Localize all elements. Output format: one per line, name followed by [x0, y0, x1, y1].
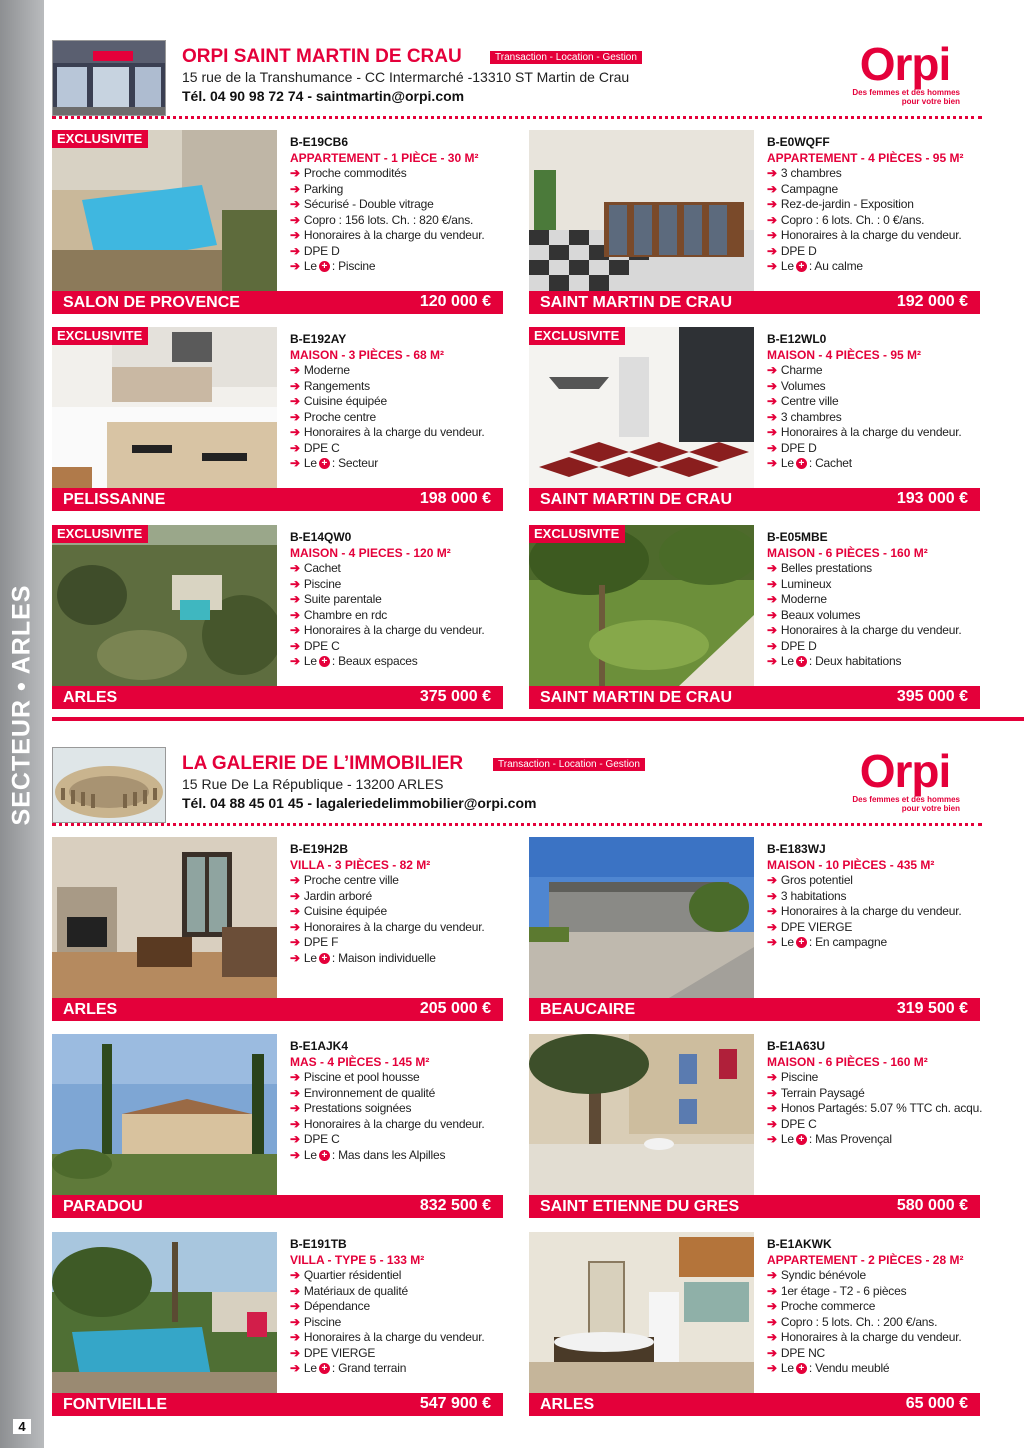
feature: ➔ 3 chambres	[767, 409, 842, 424]
listing-city: ARLES	[540, 1396, 595, 1413]
agency-address: 15 Rue De La République - 13200 ARLES	[182, 776, 444, 792]
arrow-icon: ➔	[290, 919, 300, 934]
listing-footer-bar	[529, 291, 980, 314]
arrow-icon: ➔	[767, 607, 777, 622]
listing-card[interactable]	[529, 130, 980, 314]
listing-photo-dining	[529, 130, 754, 291]
arrow-icon: ➔	[767, 1345, 777, 1360]
arrow-icon: ➔	[290, 378, 300, 393]
feature: ➔ Piscine	[767, 1070, 819, 1084]
exclusivity-badge: EXCLUSIVITE	[529, 525, 625, 543]
arrow-icon: ➔	[767, 919, 777, 934]
listing-ref: B-E1AJK4	[290, 1039, 349, 1053]
listing-photo-pool	[52, 130, 277, 291]
arrow-icon: ➔	[290, 623, 300, 637]
arrow-icon: ➔	[290, 1299, 300, 1313]
listing-ref: B-E191TB	[290, 1237, 347, 1251]
arrow-icon: ➔	[767, 228, 777, 242]
feature: ➔ Honoraires à la charge du vendeur.	[290, 228, 485, 242]
listing-ref: B-E183WJ	[767, 842, 826, 856]
agency-storefront-photo	[52, 40, 166, 116]
arrow-icon: ➔	[767, 409, 777, 424]
listing-ref: B-E0WQFF	[767, 135, 830, 149]
listing-info	[767, 842, 980, 951]
listing-info	[767, 135, 980, 275]
listing-type: MAISON - 6 PIÈCES - 160 M²	[767, 546, 928, 560]
orpi-logo	[850, 747, 960, 813]
arrow-icon: ➔	[767, 873, 777, 887]
listing-info	[290, 842, 503, 966]
feature: ➔ Jardin arboré	[290, 888, 372, 903]
listing-photo-provencal	[529, 1034, 754, 1195]
listing-card[interactable]	[52, 525, 503, 709]
feature: ➔ Honoraires à la charge du vendeur.	[290, 425, 485, 439]
highlight-feature: ➔ Le + : Au calme	[767, 259, 863, 273]
arrow-icon: ➔	[290, 1085, 300, 1100]
listing-type: APPARTEMENT - 2 PIÈCES - 28 M²	[767, 1253, 964, 1267]
feature: ➔ Moderne	[767, 592, 827, 606]
listing-type: APPARTEMENT - 1 PIÈCE - 30 M²	[290, 151, 479, 165]
arrow-icon: ➔	[767, 1314, 777, 1329]
exclusivity-badge: EXCLUSIVITE	[52, 525, 148, 543]
feature: ➔ 3 chambres	[767, 166, 842, 180]
logo-slogan-1: Des femmes et des hommes	[852, 795, 960, 804]
feature: ➔ Honoraires à la charge du vendeur.	[290, 623, 485, 637]
listing-ref: B-E1AKWK	[767, 1237, 832, 1251]
feature: ➔ Proche commodités	[290, 166, 407, 180]
feature: ➔ Quartier résidentiel	[290, 1268, 402, 1282]
agency-header-saint-martin	[52, 40, 982, 122]
feature: ➔ Lumineux	[767, 576, 832, 591]
feature: ➔ Centre ville	[767, 394, 839, 408]
listing-footer-bar	[529, 686, 980, 709]
highlight-feature: ➔ Le + : En campagne	[767, 935, 887, 949]
arrow-icon: ➔	[767, 363, 777, 377]
arrow-icon: ➔	[290, 950, 300, 965]
feature: ➔ DPE D	[767, 638, 817, 653]
listing-footer-bar	[529, 1393, 980, 1416]
listing-card[interactable]	[52, 327, 503, 511]
feature: ➔ Suite parentale	[290, 592, 382, 606]
arrow-icon: ➔	[290, 1283, 300, 1298]
listing-price: 832 500 €	[419, 1197, 491, 1214]
arrow-icon: ➔	[767, 259, 777, 273]
listing-city: SAINT MARTIN DE CRAU	[540, 491, 732, 508]
highlight-feature: ➔ Le + : Secteur	[290, 456, 379, 470]
exclusivity-badge: EXCLUSIVITE	[529, 327, 625, 345]
plus-icon: +	[319, 656, 330, 667]
arrow-icon: ➔	[290, 440, 300, 455]
listing-type: MAISON - 3 PIÈCES - 68 M²	[290, 348, 445, 362]
feature: ➔ Honoraires à la charge du vendeur.	[290, 1330, 485, 1344]
listing-photo-mas	[52, 1034, 277, 1195]
plus-icon: +	[796, 261, 807, 272]
arrow-icon: ➔	[767, 1283, 777, 1298]
arrow-icon: ➔	[767, 197, 777, 211]
arrow-icon: ➔	[290, 561, 300, 575]
highlight-feature: ➔ Le + : Beaux espaces	[290, 654, 418, 668]
listing-price: 547 900 €	[419, 1395, 491, 1412]
feature: ➔ Chambre en rdc	[290, 607, 388, 622]
exclusivity-badge: EXCLUSIVITE	[52, 130, 148, 148]
agency-arena-photo	[52, 747, 166, 823]
listing-price: 205 000 €	[419, 1000, 491, 1017]
feature: ➔ DPE C	[290, 440, 340, 455]
arrow-icon: ➔	[767, 561, 777, 575]
listing-ref: B-E14QW0	[290, 530, 352, 544]
arrow-icon: ➔	[767, 1361, 777, 1375]
arrow-icon: ➔	[290, 935, 300, 949]
listing-card[interactable]	[529, 525, 980, 709]
listing-info	[767, 332, 980, 472]
feature: ➔ 3 habitations	[767, 888, 847, 903]
listing-info	[290, 332, 503, 472]
listing-info	[290, 1237, 503, 1377]
agency-services-tag: Transaction - Location - Gestion	[490, 51, 642, 64]
arrow-icon: ➔	[767, 1085, 777, 1100]
listing-type: MAISON - 6 PIÈCES - 160 M²	[767, 1055, 928, 1069]
feature: ➔ Syndic bénévole	[767, 1268, 866, 1282]
arrow-icon: ➔	[290, 1330, 300, 1344]
highlight-feature: ➔ Le + : Deux habitations	[767, 654, 902, 668]
listing-info	[290, 530, 503, 670]
highlight-feature: ➔ Le + : Mas dans les Alpilles	[290, 1147, 446, 1162]
listing-photo-farm	[529, 837, 754, 998]
feature: ➔ DPE VIERGE	[767, 919, 853, 934]
listing-city: SAINT MARTIN DE CRAU	[540, 689, 732, 706]
listing-type: MAS - 4 PIÈCES - 145 M²	[290, 1055, 430, 1069]
plus-icon: +	[796, 656, 807, 667]
arrow-icon: ➔	[767, 904, 777, 918]
arrow-icon: ➔	[290, 197, 300, 211]
feature: ➔ Copro : 6 lots. Ch. : 0 €/ans.	[767, 212, 925, 227]
listing-type: VILLA - TYPE 5 - 133 M²	[290, 1253, 425, 1267]
arrow-icon: ➔	[767, 394, 777, 408]
feature: ➔ Piscine et pool housse	[290, 1070, 420, 1084]
arrow-icon: ➔	[767, 440, 777, 455]
plus-icon: +	[319, 953, 330, 964]
feature: ➔ Beaux volumes	[767, 607, 861, 622]
feature: ➔ Honoraires à la charge du vendeur.	[290, 919, 485, 934]
listing-card[interactable]	[52, 130, 503, 314]
agency-name: LA GALERIE DE L’IMMOBILIER	[182, 753, 464, 774]
listing-info	[290, 135, 503, 275]
plus-icon: +	[319, 458, 330, 469]
page-number-box	[0, 1418, 44, 1436]
arrow-icon: ➔	[767, 638, 777, 653]
arrow-icon: ➔	[290, 1361, 300, 1375]
arrow-icon: ➔	[290, 654, 300, 668]
feature: ➔ Dépendance	[290, 1299, 370, 1313]
arrow-icon: ➔	[290, 212, 300, 227]
arrow-icon: ➔	[290, 873, 300, 887]
arrow-icon: ➔	[290, 1345, 300, 1360]
listing-footer-bar	[52, 488, 503, 511]
listing-city: ARLES	[63, 1001, 118, 1018]
listing-ref: B-E19CB6	[290, 135, 349, 149]
listing-ref: B-E05MBE	[767, 530, 828, 544]
listing-card[interactable]	[529, 1232, 980, 1416]
logo-slogan-2: pour votre bien	[901, 804, 960, 813]
listing-info	[290, 1039, 503, 1163]
listing-footer-bar	[52, 998, 503, 1021]
listing-footer-bar	[52, 686, 503, 709]
listing-type: MAISON - 10 PIÈCES - 435 M²	[767, 858, 935, 872]
feature: ➔ Sécurisé - Double vitrage	[290, 197, 434, 211]
listing-info	[767, 1039, 983, 1148]
arrow-icon: ➔	[290, 592, 300, 606]
listing-price: 193 000 €	[896, 490, 968, 507]
arrow-icon: ➔	[767, 1070, 777, 1084]
feature: ➔ Cachet	[290, 561, 341, 575]
highlight-feature: ➔ Le + : Maison individuelle	[290, 950, 436, 965]
listing-price: 395 000 €	[896, 688, 968, 705]
arrow-icon: ➔	[767, 888, 777, 903]
feature: ➔ Charme	[767, 363, 823, 377]
listing-info	[767, 530, 980, 670]
listing-city: FONTVIEILLE	[63, 1396, 167, 1413]
agency-address: 15 rue de la Transhumance - CC Intermarché -13310 ST Martin de Crau	[182, 69, 630, 85]
feature: ➔ Parking	[290, 181, 344, 196]
arrow-icon: ➔	[290, 1101, 300, 1115]
arrow-icon: ➔	[290, 1268, 300, 1282]
arrow-icon: ➔	[290, 259, 300, 273]
arrow-icon: ➔	[767, 1330, 777, 1344]
feature: ➔ Honoraires à la charge du vendeur.	[767, 425, 962, 439]
listing-city: PARADOU	[63, 1198, 143, 1215]
sector-label: SECTEUR • ARLES	[7, 584, 36, 826]
arrow-icon: ➔	[767, 243, 777, 258]
highlight-feature: ➔ Le + : Mas Provençal	[767, 1132, 892, 1146]
feature: ➔ Proche commerce	[767, 1299, 876, 1313]
listing-footer-bar	[529, 998, 980, 1021]
feature: ➔ Volumes	[767, 378, 826, 393]
listing-price: 580 000 €	[896, 1197, 968, 1214]
feature: ➔ Rangements	[290, 378, 370, 393]
agency-services-tag: Transaction - Location - Gestion	[493, 758, 645, 771]
arrow-icon: ➔	[767, 623, 777, 637]
listing-type: MAISON - 4 PIECES - 120 M²	[290, 546, 451, 560]
listing-footer-bar	[52, 1393, 503, 1416]
sidebar	[0, 0, 44, 1448]
listing-card[interactable]	[529, 837, 980, 1021]
arrow-icon: ➔	[767, 1101, 777, 1115]
feature: ➔ Honoraires à la charge du vendeur.	[767, 1330, 962, 1344]
listing-card[interactable]	[52, 1232, 503, 1416]
arrow-icon: ➔	[290, 638, 300, 653]
feature: ➔ DPE NC	[767, 1345, 825, 1360]
listing-type: MAISON - 4 PIÈCES - 95 M²	[767, 348, 922, 362]
logo-slogan-2: pour votre bien	[901, 97, 960, 106]
listing-price: 192 000 €	[896, 293, 968, 310]
feature: ➔ DPE C	[290, 638, 340, 653]
arrow-icon: ➔	[290, 1132, 300, 1146]
listing-footer-bar	[52, 291, 503, 314]
feature: ➔ Copro : 5 lots. Ch. : 200 €/ans.	[767, 1314, 938, 1329]
plus-icon: +	[796, 1363, 807, 1374]
listing-price: 65 000 €	[905, 1395, 968, 1412]
plus-icon: +	[796, 458, 807, 469]
listing-city: SAINT ETIENNE DU GRES	[540, 1198, 740, 1215]
orpi-logo	[850, 40, 960, 106]
listing-price: 120 000 €	[419, 293, 491, 310]
arrow-icon: ➔	[767, 935, 777, 949]
listing-ref: B-E19H2B	[290, 842, 349, 856]
logo-slogan-1: Des femmes et des hommes	[852, 88, 960, 97]
feature: ➔ Copro : 156 lots. Ch. : 820 €/ans.	[290, 212, 474, 227]
feature: ➔ 1er étage - T2 - 6 pièces	[767, 1283, 907, 1298]
arrow-icon: ➔	[290, 904, 300, 918]
arrow-icon: ➔	[290, 394, 300, 408]
arrow-icon: ➔	[290, 1147, 300, 1162]
arrow-icon: ➔	[767, 456, 777, 470]
feature: ➔ Environnement de qualité	[290, 1085, 436, 1100]
listing-city: PELISSANNE	[63, 491, 166, 508]
feature: ➔ Proche centre	[290, 409, 376, 424]
listing-price: 198 000 €	[419, 490, 491, 507]
feature: ➔ DPE VIERGE	[290, 1345, 376, 1360]
feature: ➔ Rez-de-jardin - Exposition	[767, 197, 914, 211]
arrow-icon: ➔	[767, 592, 777, 606]
feature: ➔ Piscine	[290, 1314, 342, 1329]
arrow-icon: ➔	[290, 181, 300, 196]
arrow-icon: ➔	[767, 181, 777, 196]
agency-header-galerie	[52, 747, 982, 829]
arrow-icon: ➔	[290, 166, 300, 180]
arrow-icon: ➔	[290, 1116, 300, 1131]
arrow-icon: ➔	[767, 425, 777, 439]
listing-card[interactable]	[529, 1034, 983, 1218]
feature: ➔ Cuisine équipée	[290, 904, 387, 918]
arrow-icon: ➔	[767, 1268, 777, 1282]
listing-footer-bar	[529, 488, 980, 511]
arrow-icon: ➔	[767, 1132, 777, 1146]
arrow-icon: ➔	[767, 166, 777, 180]
agency-name: ORPI SAINT MARTIN DE CRAU	[182, 46, 462, 67]
listing-ref: B-E12WL0	[767, 332, 827, 346]
listing-card[interactable]	[52, 837, 503, 1021]
arrow-icon: ➔	[290, 409, 300, 424]
arrow-icon: ➔	[767, 576, 777, 591]
arrow-icon: ➔	[767, 1116, 777, 1131]
feature: ➔ Piscine	[290, 576, 342, 591]
highlight-feature: ➔ Le + : Piscine	[290, 259, 376, 273]
highlight-feature: ➔ Le + : Vendu meublé	[767, 1361, 890, 1375]
feature: ➔ DPE C	[767, 1116, 817, 1131]
arrow-icon: ➔	[767, 1299, 777, 1313]
arrow-icon: ➔	[290, 228, 300, 242]
feature: ➔ DPE D	[767, 440, 817, 455]
logo-text: Orpi	[859, 38, 951, 90]
feature: ➔ Belles prestations	[767, 561, 872, 575]
arrow-icon: ➔	[767, 212, 777, 227]
listing-photo-living-room	[52, 837, 277, 998]
arrow-icon: ➔	[290, 363, 300, 377]
listing-ref: B-E1A63U	[767, 1039, 826, 1053]
arrow-icon: ➔	[290, 607, 300, 622]
plus-icon: +	[319, 1363, 330, 1374]
feature: ➔ Cuisine équipée	[290, 394, 387, 408]
listing-ref: B-E192AY	[290, 332, 347, 346]
arrow-icon: ➔	[290, 243, 300, 258]
plus-icon: +	[319, 261, 330, 272]
dotted-separator	[52, 823, 982, 826]
listing-footer-bar	[529, 1195, 980, 1218]
feature: ➔ DPE F	[290, 935, 339, 949]
feature: ➔ Honoraires à la charge du vendeur.	[767, 623, 962, 637]
arrow-icon: ➔	[767, 378, 777, 393]
feature: ➔ DPE C	[290, 1132, 340, 1146]
dotted-separator	[52, 116, 982, 119]
arrow-icon: ➔	[290, 1314, 300, 1329]
feature: ➔ Proche centre ville	[290, 873, 399, 887]
listing-city: ARLES	[63, 689, 118, 706]
listing-price: 319 500 €	[896, 1000, 968, 1017]
listing-photo-checkered-room	[529, 327, 754, 488]
plus-icon: +	[796, 1134, 807, 1145]
feature: ➔ DPE D	[767, 243, 817, 258]
listing-type: APPARTEMENT - 4 PIÈCES - 95 M²	[767, 151, 964, 165]
listing-info	[767, 1237, 980, 1377]
feature: ➔ Honoraires à la charge du vendeur.	[767, 904, 962, 918]
agency-contact[interactable]: Tél. 04 88 45 01 45 - lagaleriedelimmobilier@orpi.com	[182, 795, 537, 811]
listing-photo-garden	[529, 525, 754, 686]
feature: ➔ Honoraires à la charge du vendeur.	[290, 1116, 485, 1131]
agency-contact[interactable]: Tél. 04 90 98 72 74 - saintmartin@orpi.com	[182, 88, 465, 104]
logo-text: Orpi	[859, 745, 951, 797]
listing-photo-apartment-kitchen	[529, 1232, 754, 1393]
page-number: 4	[13, 1419, 30, 1434]
listing-photo-aerial	[52, 525, 277, 686]
arrow-icon: ➔	[290, 425, 300, 439]
feature: ➔ Matériaux de qualité	[290, 1283, 408, 1298]
feature: ➔ DPE D	[290, 243, 340, 258]
listing-type: VILLA - 3 PIÈCES - 82 M²	[290, 858, 431, 872]
plus-icon: +	[796, 937, 807, 948]
listing-photo-villa-pool	[52, 1232, 277, 1393]
highlight-feature: ➔ Le + : Cachet	[767, 456, 852, 470]
arrow-icon: ➔	[290, 576, 300, 591]
feature: ➔ Prestations soignées	[290, 1101, 412, 1115]
arrow-icon: ➔	[290, 1070, 300, 1084]
highlight-feature: ➔ Le + : Grand terrain	[290, 1361, 407, 1375]
listing-card[interactable]	[529, 327, 980, 511]
feature: ➔ Gros potentiel	[767, 873, 853, 887]
listing-photo-kitchen	[52, 327, 277, 488]
feature: ➔ Campagne	[767, 181, 838, 196]
exclusivity-badge: EXCLUSIVITE	[52, 327, 148, 345]
section-divider	[52, 717, 1024, 721]
feature: ➔ Terrain Paysagé	[767, 1085, 865, 1100]
plus-icon: +	[319, 1150, 330, 1161]
listing-city: SAINT MARTIN DE CRAU	[540, 294, 732, 311]
listing-city: SALON DE PROVENCE	[63, 294, 240, 311]
listing-city: BEAUCAIRE	[540, 1001, 636, 1018]
listing-price: 375 000 €	[419, 688, 491, 705]
arrow-icon: ➔	[767, 654, 777, 668]
arrow-icon: ➔	[290, 456, 300, 470]
listing-card[interactable]	[52, 1034, 503, 1218]
feature: ➔ Honoraires à la charge du vendeur.	[767, 228, 962, 242]
feature: ➔ Moderne	[290, 363, 350, 377]
listing-footer-bar	[52, 1195, 503, 1218]
arrow-icon: ➔	[290, 888, 300, 903]
feature: ➔ Honos Partagés: 5.07 % TTC ch. acqu.	[767, 1101, 983, 1115]
